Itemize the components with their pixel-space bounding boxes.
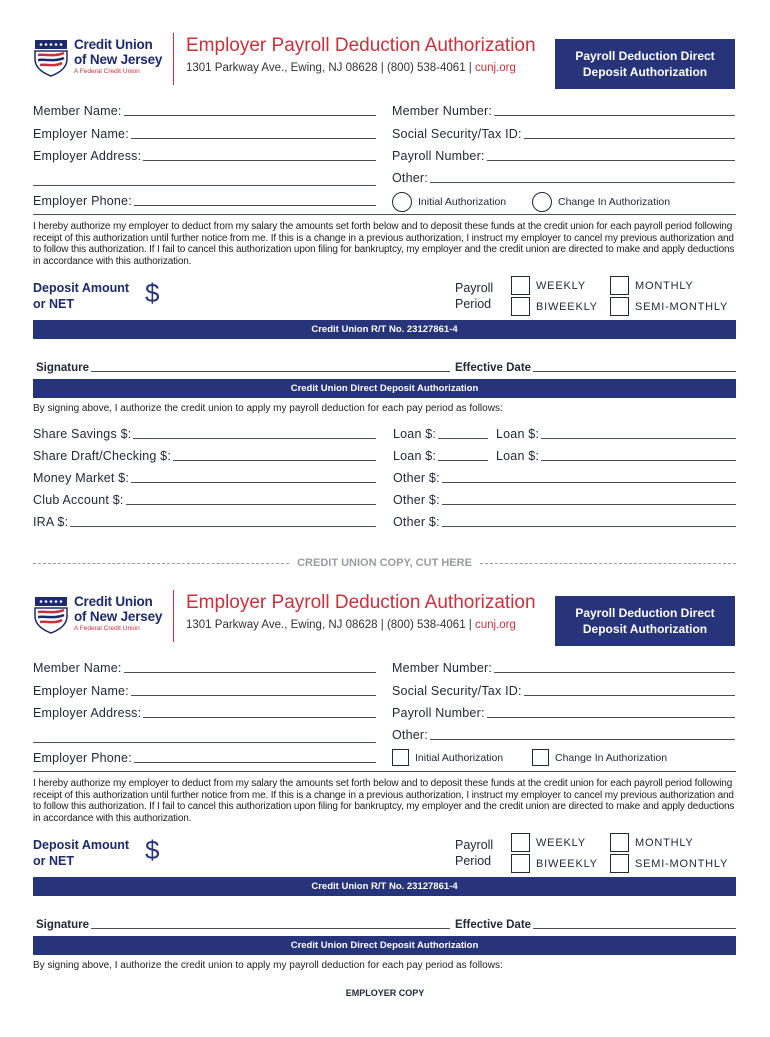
employer-address-label: Employer Address: <box>33 706 142 720</box>
club-account-input[interactable] <box>126 492 376 505</box>
initial-authorization-label: Initial Authorization <box>415 751 504 764</box>
change-authorization-radio[interactable] <box>532 192 552 212</box>
weekly-option[interactable] <box>511 833 586 852</box>
other-field[interactable] <box>392 727 735 742</box>
biweekly-option[interactable] <box>511 854 598 873</box>
other-2-field[interactable] <box>393 492 736 507</box>
biweekly-checkbox[interactable] <box>511 854 530 873</box>
ira-input[interactable] <box>70 514 376 527</box>
payroll-number-input[interactable] <box>487 148 735 161</box>
weekly-label: WEEKLY <box>536 836 586 849</box>
credit-union-logo <box>33 594 165 638</box>
biweekly-label: BIWEEKLY <box>536 857 598 870</box>
employer-address-label: Employer Address: <box>33 149 142 163</box>
shield-flag-icon <box>33 594 69 634</box>
member-number-field[interactable] <box>392 103 735 118</box>
share-draft-input[interactable] <box>173 448 376 461</box>
payroll-number-label: Payroll Number: <box>392 149 485 163</box>
effective-date-label: Effective Date <box>455 362 532 374</box>
weekly-checkbox[interactable] <box>511 276 530 295</box>
ssn-label: Social Security/Tax ID: <box>392 127 522 141</box>
dollar-sign: $ <box>145 278 160 308</box>
member-name-input[interactable] <box>124 103 376 116</box>
semimonthly-label: SEMI-MONTHLY <box>635 300 729 313</box>
loan-3-input[interactable] <box>438 448 488 461</box>
deposit-amount-label-1: Deposit Amount <box>33 281 130 295</box>
signature-field[interactable] <box>33 359 450 374</box>
signing-note: By signing above, I authorize the credit union to apply my payroll deduction for each pay period as follows: <box>33 960 503 971</box>
semimonthly-checkbox[interactable] <box>610 297 629 316</box>
form-title: Employer Payroll Deduction Authorization <box>186 592 536 613</box>
monthly-option[interactable] <box>610 276 694 295</box>
money-market-field[interactable] <box>33 470 376 485</box>
member-number-input[interactable] <box>494 103 735 116</box>
ssn-field[interactable] <box>392 683 735 698</box>
effective-date-input[interactable] <box>533 359 736 372</box>
weekly-label: WEEKLY <box>536 279 586 292</box>
payroll-period-label <box>455 837 493 869</box>
other-1-label: Other $: <box>393 471 440 485</box>
member-name-label: Member Name: <box>33 661 122 675</box>
initial-authorization-option[interactable] <box>392 192 506 212</box>
effective-date-input[interactable] <box>533 916 736 929</box>
employer-phone-input[interactable] <box>134 750 376 763</box>
ssn-input[interactable] <box>524 126 735 139</box>
member-number-field[interactable] <box>392 660 735 675</box>
address-text: 1301 Parkway Ave., Ewing, NJ 08628 | (800) 538-4061 | <box>186 62 472 74</box>
employer-phone-label: Employer Phone: <box>33 194 132 208</box>
other-3-field[interactable] <box>393 514 736 529</box>
form-type-line-2: Deposit Authorization <box>582 65 708 79</box>
change-authorization-label: Change In Authorization <box>555 751 668 764</box>
initial-authorization-label: Initial Authorization <box>418 196 507 208</box>
logo-line-1: Credit Union <box>74 594 153 609</box>
ssn-label: Social Security/Tax ID: <box>392 684 522 698</box>
section-divider <box>33 214 736 215</box>
logo-line-1: Credit Union <box>74 37 153 52</box>
website-link[interactable]: cunj.org <box>474 619 516 631</box>
change-authorization-label: Change In Authorization <box>558 196 671 208</box>
employer-copy-label: EMPLOYER COPY <box>345 988 425 998</box>
form-type-line-2: Deposit Authorization <box>582 622 708 636</box>
monthly-checkbox[interactable] <box>610 276 629 295</box>
effective-date-field[interactable] <box>452 916 736 931</box>
semimonthly-label: SEMI-MONTHLY <box>635 857 729 870</box>
other-3-label: Other $: <box>393 515 440 529</box>
payroll-number-input[interactable] <box>487 705 735 718</box>
authorization-paragraph: I hereby authorize my employer to deduct from my salary the amounts set forth below and to deposit these funds at the credit union for each payroll period following receipt of this authorization until further notice from me. If this is a change in a previous authorization, I instruct my employer to cancel my previous authorization and to follow this authorization. If I fail to cancel this authorization upon filing for bankruptcy, my employer and the credit union are directed to make and apply deductions in accordance with this authorization. <box>33 221 735 267</box>
employer-phone-input[interactable] <box>134 193 376 206</box>
other-label: Other: <box>392 728 428 742</box>
club-account-field[interactable] <box>33 492 376 507</box>
credit-union-logo <box>33 37 165 81</box>
employer-address-line-2[interactable] <box>33 742 376 743</box>
deposit-amount-input[interactable] <box>170 309 410 310</box>
club-account-label: Club Account $: <box>33 493 124 507</box>
loan-2-field[interactable] <box>496 426 736 441</box>
payroll-period-label-1: Payroll <box>455 838 494 852</box>
employer-phone-field[interactable] <box>33 750 376 765</box>
monthly-label: MONTHLY <box>635 279 694 292</box>
other-2-label: Other $: <box>393 493 440 507</box>
biweekly-checkbox[interactable] <box>511 297 530 316</box>
loan-1-label: Loan $: <box>393 427 437 441</box>
payroll-period-label-2: Period <box>455 297 492 311</box>
weekly-option[interactable] <box>511 276 586 295</box>
monthly-label: MONTHLY <box>635 836 694 849</box>
effective-date-field[interactable] <box>452 359 736 374</box>
cut-line-text: CREDIT UNION COPY, CUT HERE <box>297 557 472 569</box>
ssn-input[interactable] <box>524 683 735 696</box>
form-type-line-1: Payroll Deduction Direct <box>575 606 715 620</box>
share-savings-label: Share Savings $: <box>33 427 132 441</box>
semimonthly-option[interactable] <box>610 854 728 873</box>
loan-4-input[interactable] <box>541 448 736 461</box>
website-link[interactable]: cunj.org <box>474 62 516 74</box>
signing-note: By signing above, I authorize the credit union to apply my payroll deduction for each pay period as follows: <box>33 403 503 414</box>
other-3-input[interactable] <box>442 514 736 527</box>
change-authorization-checkbox[interactable] <box>532 749 549 766</box>
employer-address-input[interactable] <box>143 148 376 161</box>
deposit-amount-label-2: or NET <box>33 854 74 868</box>
payroll-number-field[interactable] <box>392 148 735 163</box>
other-1-input[interactable] <box>442 470 736 483</box>
employer-name-field[interactable] <box>33 683 376 698</box>
share-draft-field[interactable] <box>33 448 376 463</box>
ira-label: IRA $: <box>33 515 69 529</box>
address-text: 1301 Parkway Ave., Ewing, NJ 08628 | (800) 538-4061 | <box>186 619 472 631</box>
initial-authorization-radio[interactable] <box>392 192 412 212</box>
member-number-label: Member Number: <box>392 661 493 675</box>
member-number-label: Member Number: <box>392 104 493 118</box>
monthly-checkbox[interactable] <box>610 833 629 852</box>
routing-number-band: Credit Union R/T No. 23127861-4 <box>33 877 736 896</box>
semimonthly-checkbox[interactable] <box>610 854 629 873</box>
authorization-paragraph: I hereby authorize my employer to deduct from my salary the amounts set forth below and to deposit these funds at the credit union for each payroll period following receipt of this authorization until further notice from me. If this is a change in a previous authorization, I instruct my employer to cancel my previous authorization and to follow this authorization. If I fail to cancel this authorization upon filing for bankruptcy, my employer and the credit union are directed to make and apply deductions in accordance with this authorization. <box>33 778 735 824</box>
form-type-box <box>555 596 735 646</box>
shield-flag-icon <box>33 37 69 77</box>
other-label: Other: <box>392 171 428 185</box>
change-authorization-option[interactable] <box>532 192 670 212</box>
signature-label: Signature <box>36 919 90 931</box>
header-divider <box>173 590 174 642</box>
header-divider <box>173 33 174 85</box>
member-name-input[interactable] <box>124 660 376 673</box>
logo-line-2: of New Jersey <box>74 52 163 67</box>
form-type-line-1: Payroll Deduction Direct <box>575 49 715 63</box>
payroll-number-field[interactable] <box>392 705 735 720</box>
biweekly-label: BIWEEKLY <box>536 300 598 313</box>
employer-name-label: Employer Name: <box>33 684 129 698</box>
address-line <box>186 62 516 74</box>
logo-line-2: of New Jersey <box>74 609 163 624</box>
share-savings-input[interactable] <box>133 426 376 439</box>
member-name-field[interactable] <box>33 103 376 118</box>
employer-address-input[interactable] <box>143 705 376 718</box>
logo-tagline: A Federal Credit Union <box>74 68 140 75</box>
semimonthly-option[interactable] <box>610 297 728 316</box>
member-name-field[interactable] <box>33 660 376 675</box>
share-savings-field[interactable] <box>33 426 376 441</box>
employer-name-field[interactable] <box>33 126 376 141</box>
address-line <box>186 619 516 631</box>
initial-authorization-option[interactable] <box>392 749 503 766</box>
share-draft-label: Share Draft/Checking $: <box>33 449 171 463</box>
member-name-label: Member Name: <box>33 104 122 118</box>
monthly-option[interactable] <box>610 833 694 852</box>
employer-name-input[interactable] <box>131 126 376 139</box>
initial-authorization-checkbox[interactable] <box>392 749 409 766</box>
deposit-amount-label <box>33 280 129 312</box>
employer-address-line-2[interactable] <box>33 185 376 186</box>
other-field[interactable] <box>392 170 735 185</box>
ssn-field[interactable] <box>392 126 735 141</box>
weekly-checkbox[interactable] <box>511 833 530 852</box>
loan-4-label: Loan $: <box>496 449 540 463</box>
biweekly-option[interactable] <box>511 297 598 316</box>
employer-name-input[interactable] <box>131 683 376 696</box>
signature-label: Signature <box>36 362 90 374</box>
money-market-label: Money Market $: <box>33 471 130 485</box>
signature-input[interactable] <box>91 359 450 372</box>
loan-4-field[interactable] <box>496 448 736 463</box>
loan-3-field[interactable] <box>393 448 488 463</box>
payroll-period-label-2: Period <box>455 854 492 868</box>
routing-number-band: Credit Union R/T No. 23127861-4 <box>33 320 736 339</box>
deposit-amount-label-1: Deposit Amount <box>33 838 130 852</box>
signature-field[interactable] <box>33 916 450 931</box>
form-title: Employer Payroll Deduction Authorization <box>186 35 536 56</box>
change-authorization-option[interactable] <box>532 749 667 766</box>
payroll-number-label: Payroll Number: <box>392 706 485 720</box>
logo-tagline: A Federal Credit Union <box>74 625 140 632</box>
payroll-period-label <box>455 280 493 312</box>
other-input[interactable] <box>430 170 735 183</box>
effective-date-label: Effective Date <box>455 919 532 931</box>
money-market-input[interactable] <box>131 470 376 483</box>
employer-phone-field[interactable] <box>33 193 376 208</box>
loan-2-label: Loan $: <box>496 427 540 441</box>
deposit-amount-label-2: or NET <box>33 297 74 311</box>
member-number-input[interactable] <box>494 660 735 673</box>
loan-3-label: Loan $: <box>393 449 437 463</box>
direct-deposit-band: Credit Union Direct Deposit Authorization <box>33 379 736 398</box>
ira-field[interactable] <box>33 514 376 529</box>
employer-phone-label: Employer Phone: <box>33 751 132 765</box>
employer-address-field[interactable] <box>33 148 376 163</box>
form-type-box <box>555 39 735 89</box>
deposit-amount-label <box>33 837 129 869</box>
other-2-input[interactable] <box>442 492 736 505</box>
other-input[interactable] <box>430 727 735 740</box>
loan-1-field[interactable] <box>393 426 488 441</box>
payroll-period-label-1: Payroll <box>455 281 494 295</box>
employer-address-field[interactable] <box>33 705 376 720</box>
employer-copy-form <box>0 557 770 1037</box>
direct-deposit-band: Credit Union Direct Deposit Authorization <box>33 936 736 955</box>
loan-2-input[interactable] <box>541 426 736 439</box>
signature-input[interactable] <box>91 916 450 929</box>
section-divider <box>33 771 736 772</box>
employer-name-label: Employer Name: <box>33 127 129 141</box>
other-1-field[interactable] <box>393 470 736 485</box>
loan-1-input[interactable] <box>438 426 488 439</box>
dollar-sign: $ <box>145 835 160 865</box>
